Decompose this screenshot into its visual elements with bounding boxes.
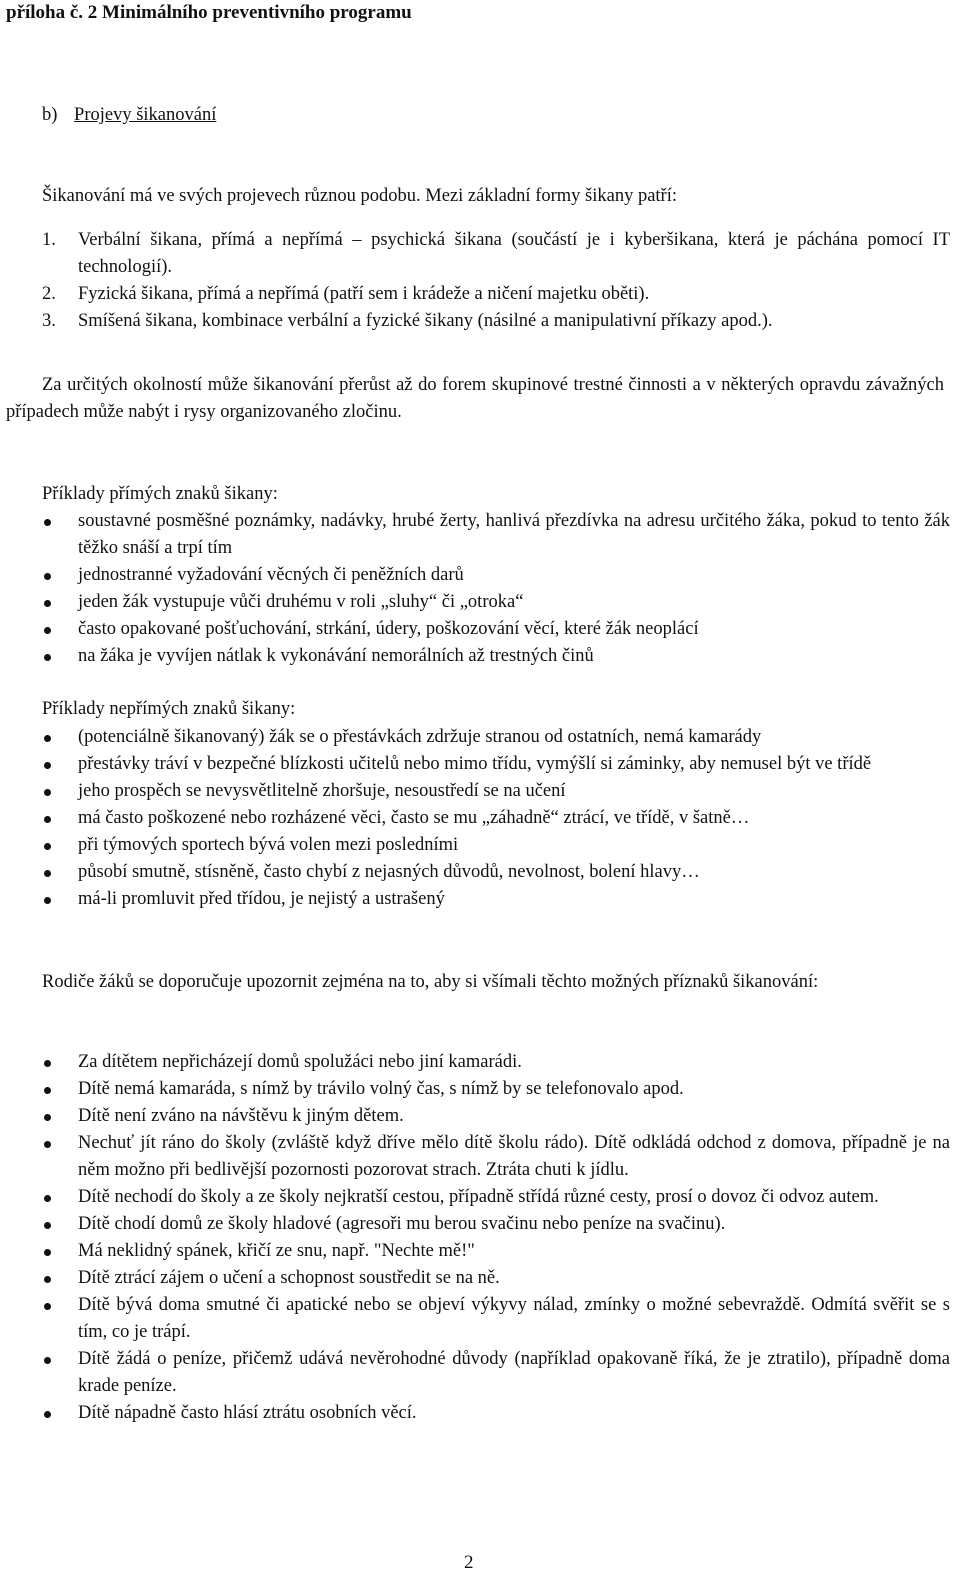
list-item	[0, 227, 950, 281]
list-item-text: při týmových sportech bývá volen mezi posledními	[78, 835, 459, 855]
bullet-icon	[44, 573, 51, 580]
list-item-text: jednostranné vyžadování věcných či peněžních darů	[78, 565, 464, 585]
list-item	[0, 643, 950, 670]
list-number: 2.	[42, 284, 56, 304]
list-item	[0, 832, 950, 859]
bullet-icon	[44, 1141, 51, 1148]
bullet-icon	[44, 654, 51, 661]
list-item-text: Fyzická šikana, přímá a nepřímá (patří sem i krádeže a ničení majetku oběti).	[78, 284, 650, 304]
parents-signs-list	[0, 1049, 950, 1427]
list-item	[0, 805, 950, 832]
list-item-text: Dítě nápadně často hlásí ztrátu osobních věcí.	[78, 1403, 417, 1423]
forms-list	[0, 227, 950, 335]
list-item	[0, 1184, 950, 1211]
bullet-icon	[44, 1303, 51, 1310]
list-item-text: Dítě žádá o peníze, přičemž udává nevěrohodné důvody (například opakovaně říká, že je ztratilo), případně doma krade peníze.	[78, 1349, 950, 1396]
list-item	[0, 886, 950, 913]
list-item	[0, 616, 950, 643]
escalation-paragraph: Za určitých okolností může šikanování přerůst až do forem skupinové trestné činnosti a v některých opravdu závažných případech může nabýt i rysy organizovaného zločinu.	[6, 375, 944, 422]
list-item	[0, 1130, 950, 1184]
list-item-text: Dítě nechodí do školy a ze školy nejkratší cestou, případně střídá různé cesty, prosí o dovoz či odvoz autem.	[78, 1187, 879, 1207]
list-item	[0, 778, 950, 805]
bullet-icon	[44, 1060, 51, 1067]
bullet-icon	[44, 627, 51, 634]
list-item-text: přestávky tráví v bezpečné blízkosti učitelů nebo mimo třídu, vymýšlí si záminky, aby nemusel být ve třídě	[78, 754, 872, 774]
list-item-text: Nechuť jít ráno do školy (zvláště když dříve mělo dítě školu rádo). Dítě odkládá odchod z domova, případně je na něm možno při bedlivější pozornosti pozorovat strach. Ztráta chuti k jídlu.	[78, 1133, 950, 1180]
list-item	[0, 1076, 950, 1103]
list-item-text: Za dítětem nepřicházejí domů spolužáci nebo jiní kamarádi.	[78, 1052, 522, 1072]
list-item-text: jeho prospěch se nevysvětlitelně zhoršuje, nesoustředí se na učení	[78, 781, 566, 801]
bullet-icon	[44, 897, 51, 904]
page-number: 2	[464, 1552, 474, 1573]
bullet-icon	[44, 1087, 51, 1094]
list-item-text: Dítě chodí domů ze školy hladové (agresoři mu berou svačinu nebo peníze na svačinu).	[78, 1214, 726, 1234]
direct-signs-list	[0, 508, 950, 670]
list-item	[0, 751, 950, 778]
direct-signs-heading: Příklady přímých znaků šikany:	[42, 484, 278, 504]
list-item	[0, 281, 950, 308]
bullet-icon	[44, 1222, 51, 1229]
section-letter: b)	[42, 105, 58, 125]
bullet-icon	[44, 1249, 51, 1256]
list-number: 1.	[42, 230, 56, 250]
bullet-icon	[44, 1195, 51, 1202]
list-item-text: má často poškozené nebo rozházené věci, často se mu „záhadně“ ztrácí, ve třídě, v šatně…	[78, 808, 750, 828]
section-heading	[42, 102, 216, 129]
bullet-icon	[44, 1276, 51, 1283]
bullet-icon	[44, 762, 51, 769]
list-item-text: Dítě bývá doma smutné či apatické nebo se objeví výkyvy nálad, zmínky o možné sebevraždě. Odmítá svěřit se s tím, co je trápí.	[78, 1295, 950, 1342]
list-item-text: Dítě ztrácí zájem o učení a schopnost soustředit se na ně.	[78, 1268, 500, 1288]
list-item	[0, 1346, 950, 1400]
list-item-text: Má neklidný spánek, křičí ze snu, např. "Nechte mě!"	[78, 1241, 475, 1261]
bullet-icon	[44, 1114, 51, 1121]
list-number: 3.	[42, 311, 56, 331]
list-item-text: působí smutně, stísněně, často chybí z nejasných důvodů, nevolnost, bolení hlavy…	[78, 862, 700, 882]
list-item	[0, 1049, 950, 1076]
list-item-text: Dítě nemá kamaráda, s nímž by trávilo volný čas, s nímž by se telefonovalo apod.	[78, 1079, 684, 1099]
document-header: příloha č. 2 Minimálního preventivního programu	[6, 2, 412, 23]
list-item	[0, 1238, 950, 1265]
list-item-text: má-li promluvit před třídou, je nejistý a ustrašený	[78, 889, 445, 909]
bullet-icon	[44, 519, 51, 526]
bullet-icon	[44, 843, 51, 850]
list-item	[0, 1103, 950, 1130]
list-item	[0, 562, 950, 589]
section-title: Projevy šikanování	[74, 105, 217, 125]
bullet-icon	[44, 1411, 51, 1418]
list-item	[0, 859, 950, 886]
list-item	[0, 1400, 950, 1427]
indirect-signs-heading: Příklady nepřímých znaků šikany:	[42, 699, 296, 719]
list-item-text: jeden žák vystupuje vůči druhému v roli „sluhy“ či „otroka“	[78, 592, 524, 612]
list-item-text: na žáka je vyvíjen nátlak k vykonávání nemorálních až trestných činů	[78, 646, 594, 666]
bullet-icon	[44, 816, 51, 823]
list-item-text: Verbální šikana, přímá a nepřímá – psychická šikana (součástí je i kyberšikana, která je páchána pomocí IT technologií).	[78, 230, 950, 277]
list-item-text: soustavné posměšné poznámky, nadávky, hrubé žerty, hanlivá přezdívka na adresu určitého žáka, pokud to tento žák těžko snáší a trpí tím	[78, 511, 950, 558]
list-item-text: Smíšená šikana, kombinace verbální a fyzické šikany (násilné a manipulativní příkazy apod.).	[78, 311, 773, 331]
bullet-icon	[44, 600, 51, 607]
list-item	[0, 508, 950, 562]
intro-paragraph: Šikanování má ve svých projevech různou podobu. Mezi základní formy šikany patří:	[42, 186, 677, 206]
list-item	[0, 589, 950, 616]
parents-heading: Rodiče žáků se doporučuje upozornit zejména na to, aby si všímali těchto možných příznaků šikanování:	[42, 972, 819, 992]
list-item	[0, 724, 950, 751]
bullet-icon	[44, 1357, 51, 1364]
list-item-text: často opakované pošťuchování, strkání, údery, poškozování věcí, které žák neoplácí	[78, 619, 699, 639]
bullet-icon	[44, 870, 51, 877]
list-item	[0, 1292, 950, 1346]
list-item-text: (potenciálně šikanovaný) žák se o přestávkách zdržuje stranou od ostatních, nemá kamarády	[78, 727, 762, 747]
list-item	[0, 308, 950, 335]
bullet-icon	[44, 735, 51, 742]
list-item	[0, 1211, 950, 1238]
indirect-signs-list	[0, 724, 950, 913]
list-item	[0, 1265, 950, 1292]
bullet-icon	[44, 789, 51, 796]
list-item-text: Dítě není zváno na návštěvu k jiným dětem.	[78, 1106, 404, 1126]
